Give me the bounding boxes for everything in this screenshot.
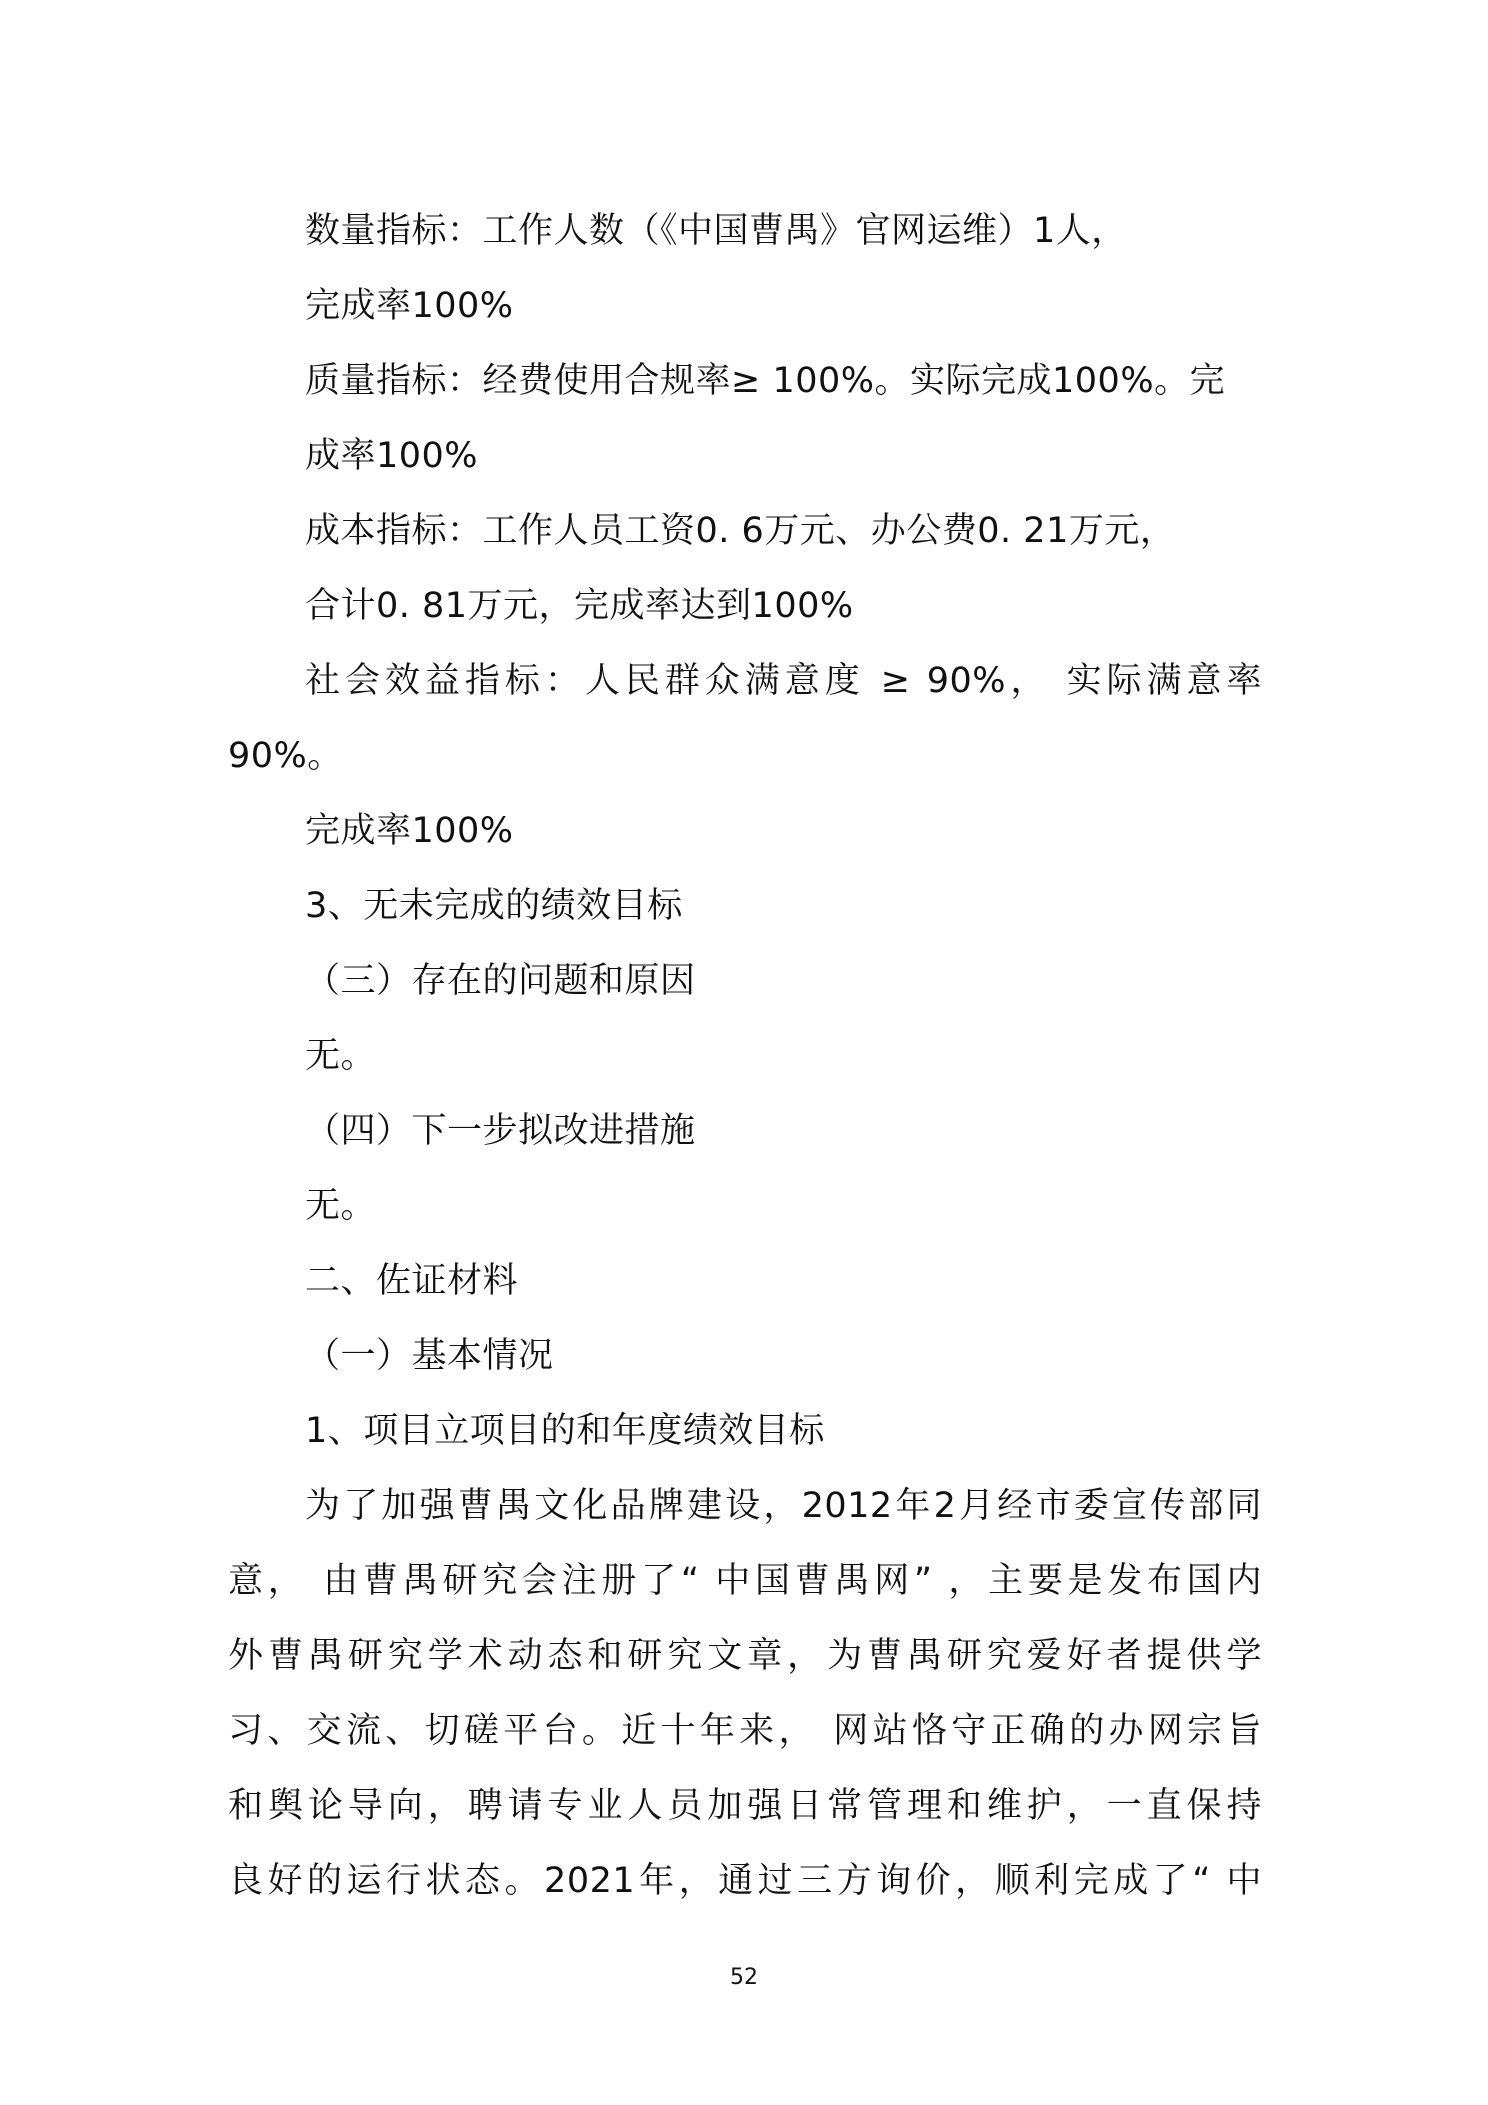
section-heading: （三）存在的问题和原因	[305, 961, 696, 1001]
paragraph-line: 外曹禺研究学术动态和研究文章，为曹禺研究爱好者提供学	[228, 1636, 1262, 1676]
section-heading: 3、无未完成的绩效目标	[305, 886, 683, 926]
quality-indicator-line: 质量指标：经费使用合规率≥ 100%。实际完成100%。完	[305, 361, 1226, 401]
quantity-indicator-line: 数量指标：工作人数（《中国曹禺》官网运维）1人，	[305, 211, 1127, 251]
paragraph-line: 为了加强曹禺文化品牌建设，2012年2月经市委宣传部同	[305, 1486, 1262, 1526]
text-line: 合计0. 81万元，完成率达到100%	[305, 586, 854, 626]
text-line: 完成率100%	[305, 811, 514, 851]
paragraph-line: 和舆论导向，聘请专业人员加强日常管理和维护，一直保持	[228, 1786, 1262, 1826]
social-benefit-indicator-line: 社会效益指标：人民群众满意度 ≥ 90%， 实际满意率	[305, 661, 1262, 701]
paragraph-line: 良好的运行状态。2021年，通过三方询价，顺利完成了“ 中	[228, 1861, 1262, 1901]
text-line: 90%。	[228, 736, 343, 776]
section-heading: （四）下一步拟改进措施	[305, 1111, 696, 1151]
section-heading: （一）基本情况	[305, 1336, 554, 1376]
text-line: 无。	[305, 1036, 377, 1076]
page-number: 52	[730, 1965, 758, 1990]
section-heading: 1、项目立项目的和年度绩效目标	[305, 1411, 825, 1451]
paragraph-line: 意， 由曹禺研究会注册了“ 中国曹禺网” ，主要是发布国内	[228, 1561, 1262, 1601]
section-heading: 二、佐证材料	[305, 1261, 519, 1301]
text-line: 完成率100%	[305, 286, 514, 326]
paragraph-line: 习、交流、切磋平台。近十年来， 网站恪守正确的办网宗旨	[228, 1711, 1262, 1751]
text-line: 成率100%	[305, 436, 479, 476]
cost-indicator-line: 成本指标：工作人员工资0. 6万元、办公费0. 21万元，	[305, 511, 1176, 551]
text-line: 无。	[305, 1186, 377, 1226]
